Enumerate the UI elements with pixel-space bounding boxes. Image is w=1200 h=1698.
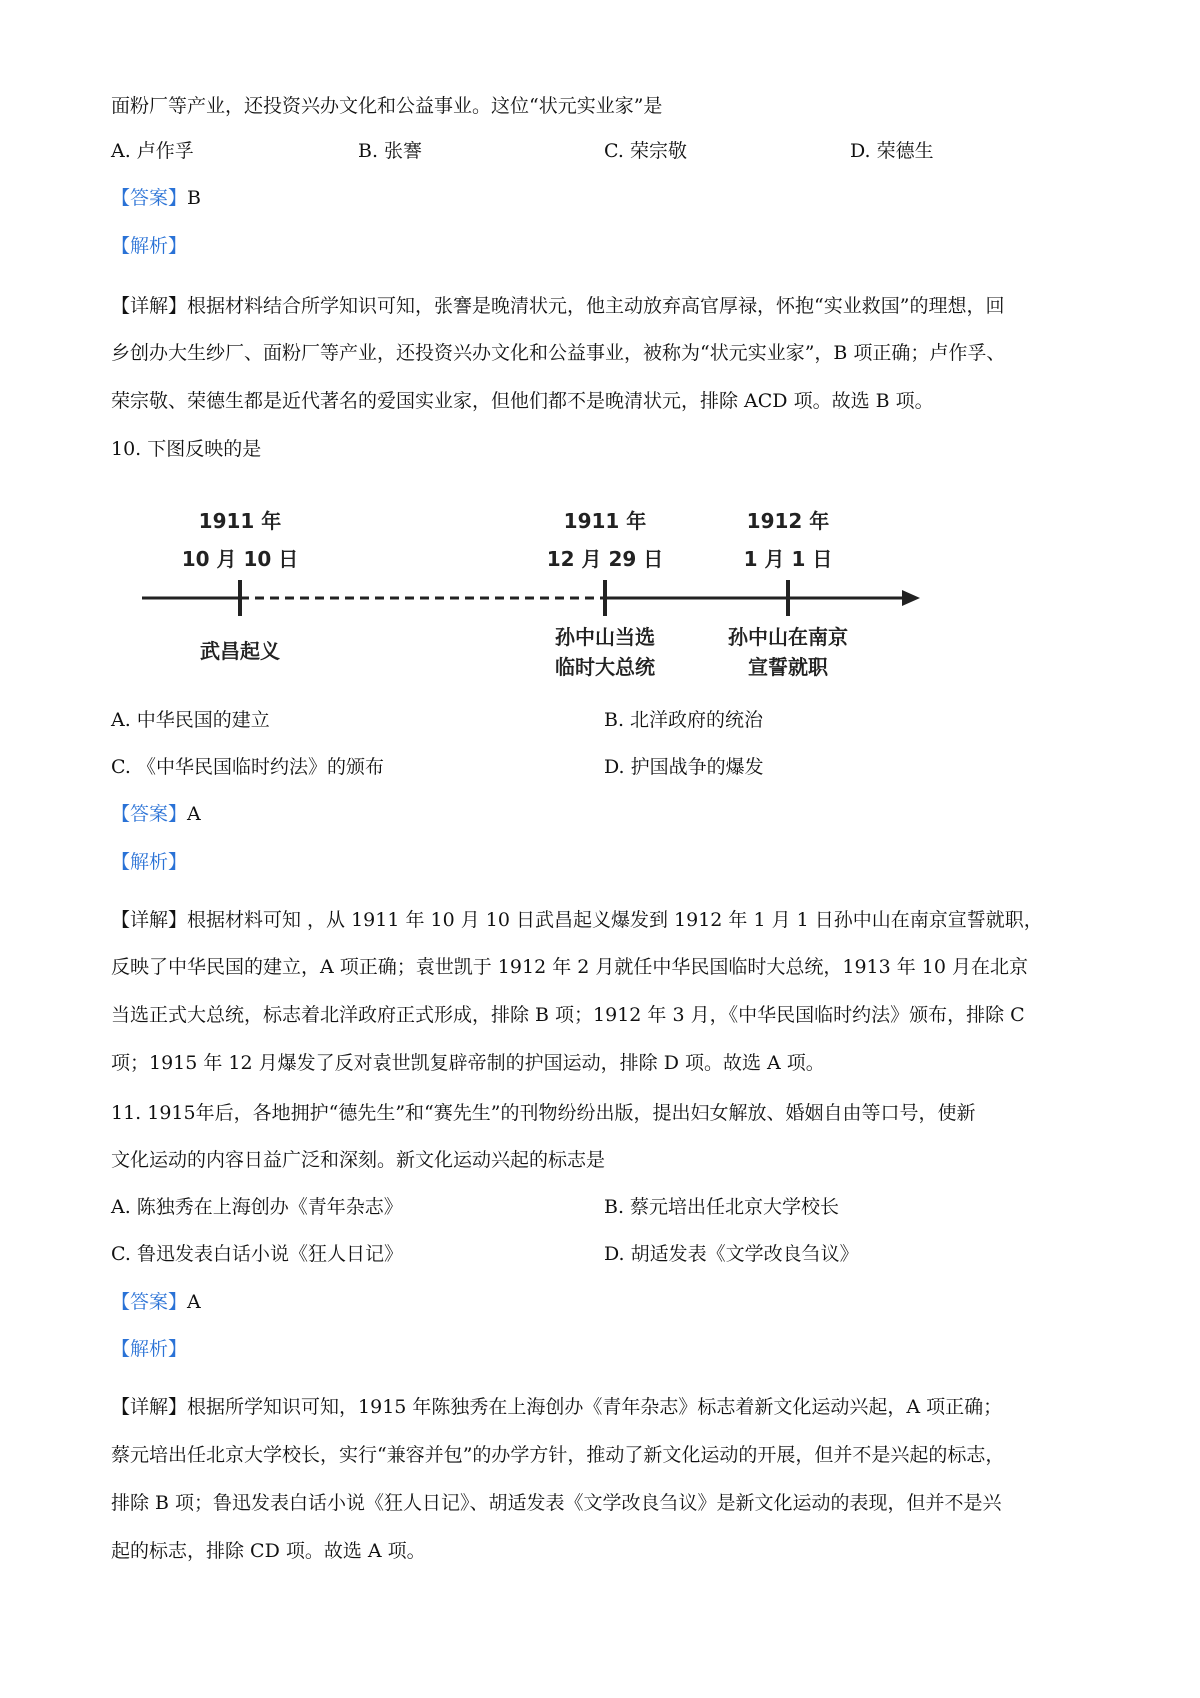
- q11-detail-line-3: 排除 B 项；鲁迅发表白话小说《狂人日记》、胡适发表《文学改良刍议》是新文化运动的表现，但并不是兴: [111, 1492, 1002, 1514]
- event-1-year: 1911 年: [198, 509, 282, 533]
- event-1-label: 武昌起义: [200, 639, 280, 663]
- q10-analysis-tag: 【解析】: [111, 851, 188, 873]
- event-3-year: 1912 年: [746, 509, 830, 533]
- q9-option-a: A. 卢作孚: [111, 140, 194, 162]
- answer-value: A: [187, 1291, 201, 1313]
- answer-tag: 【答案】: [111, 187, 188, 209]
- q10-detail-line-2: 反映了中华民国的建立，A 项正确；袁世凯于 1912 年 2 月就任中华民国临时大总统，1913 年 10 月在北京: [111, 956, 1029, 978]
- q10-stem: 10. 下图反映的是: [111, 438, 262, 460]
- event-3-label-line-2: 宣誓就职: [748, 655, 828, 679]
- q9-option-c: C. 荣宗敬: [604, 140, 687, 162]
- event-2-date: 12 月 29 日: [546, 547, 664, 571]
- q10-option-d: D. 护国战争的爆发: [604, 756, 764, 778]
- timeline-svg: [130, 500, 930, 700]
- answer-tag: 【答案】: [111, 803, 188, 825]
- q11-answer: [111, 1288, 1101, 1316]
- q11-detail-line-1: [111, 1393, 1101, 1421]
- event-2-label-line-2: 临时大总统: [555, 655, 655, 679]
- q11-option-b: B. 蔡元培出任北京大学校长: [604, 1196, 840, 1218]
- timeline-figure: [130, 500, 930, 700]
- q11-stem-line-1: 11. 1915年后，各地拥护“德先生”和“赛先生”的刊物纷纷出版，提出妇女解放、婚姻自由等口号，使新: [111, 1102, 976, 1124]
- q9-detail-line-1: [111, 292, 1101, 320]
- detail-tag: 【详解】: [111, 295, 188, 317]
- answer-tag: 【答案】: [111, 1291, 188, 1313]
- q11-detail-line-4: 起的标志，排除 CD 项。故选 A 项。: [111, 1540, 426, 1562]
- q11-analysis-tag: 【解析】: [111, 1338, 188, 1360]
- detail-text: 根据材料结合所学知识可知，张謇是晚清状元，他主动放弃高官厚禄，怀抱“实业救国”的理想，回: [187, 295, 1005, 317]
- q11-option-a: A. 陈独秀在上海创办《青年杂志》: [111, 1196, 403, 1218]
- event-1-date: 10 月 10 日: [181, 547, 299, 571]
- q11-stem-line-2: 文化运动的内容日益广泛和深刻。新文化运动兴起的标志是: [111, 1149, 606, 1171]
- event-3-label-line-1: 孙中山在南京: [728, 625, 848, 649]
- event-2-year: 1911 年: [563, 509, 647, 533]
- q10-option-c: C. 《中华民国临时约法》的颁布: [111, 756, 384, 778]
- q10-answer: [111, 800, 1101, 828]
- answer-value: B: [187, 187, 201, 209]
- q10-detail-line-3: 当选正式大总统，标志着北洋政府正式形成，排除 B 项；1912 年 3 月，《中华民国临时约法》颁布，排除 C: [111, 1004, 1025, 1026]
- q9-stem: 面粉厂等产业，还投资兴办文化和公益事业。这位“状元实业家”是: [111, 95, 663, 117]
- q9-detail-line-2: 乡创办大生纱厂、面粉厂等产业，还投资兴办文化和公益事业，被称为“状元实业家”，B 项正确；卢作孚、: [111, 342, 1006, 364]
- answer-value: A: [187, 803, 201, 825]
- q10-option-a: A. 中华民国的建立: [111, 709, 270, 731]
- q10-option-b: B. 北洋政府的统治: [604, 709, 764, 731]
- q9-answer: [111, 184, 1101, 212]
- detail-tag: 【详解】: [111, 909, 188, 931]
- q11-option-d: D. 胡适发表《文学改良刍议》: [604, 1243, 859, 1265]
- q11-detail-line-2: 蔡元培出任北京大学校长，实行“兼容并包”的办学方针，推动了新文化运动的开展，但并不是兴起的标志，: [111, 1444, 1005, 1466]
- q10-detail-line-1: [111, 906, 1101, 934]
- detail-text: 根据所学知识可知，1915 年陈独秀在上海创办《青年杂志》标志着新文化运动兴起，A 项正确；: [187, 1396, 1003, 1418]
- q9-option-d: D. 荣德生: [850, 140, 934, 162]
- detail-tag: 【详解】: [111, 1396, 188, 1418]
- q10-detail-line-4: 项；1915 年 12 月爆发了反对袁世凯复辟帝制的护国运动，排除 D 项。故选 A 项。: [111, 1052, 825, 1074]
- event-3-date: 1 月 1 日: [743, 547, 833, 571]
- q9-detail-line-3: 荣宗敬、荣德生都是近代著名的爱国实业家，但他们都不是晚清状元，排除 ACD 项。故选 B 项。: [111, 390, 934, 412]
- q9-analysis-tag: 【解析】: [111, 235, 188, 257]
- q9-option-b: B. 张謇: [358, 140, 423, 162]
- q11-option-c: C. 鲁迅发表白话小说《狂人日记》: [111, 1243, 403, 1265]
- event-2-label-line-1: 孙中山当选: [555, 625, 655, 649]
- detail-text: 根据材料可知 ，从 1911 年 10 月 10 日武昌起义爆发到 1912 年 1 月 1 日孙中山在南京宣誓就职，: [187, 909, 1043, 931]
- timeline-arrow-icon: [902, 590, 920, 606]
